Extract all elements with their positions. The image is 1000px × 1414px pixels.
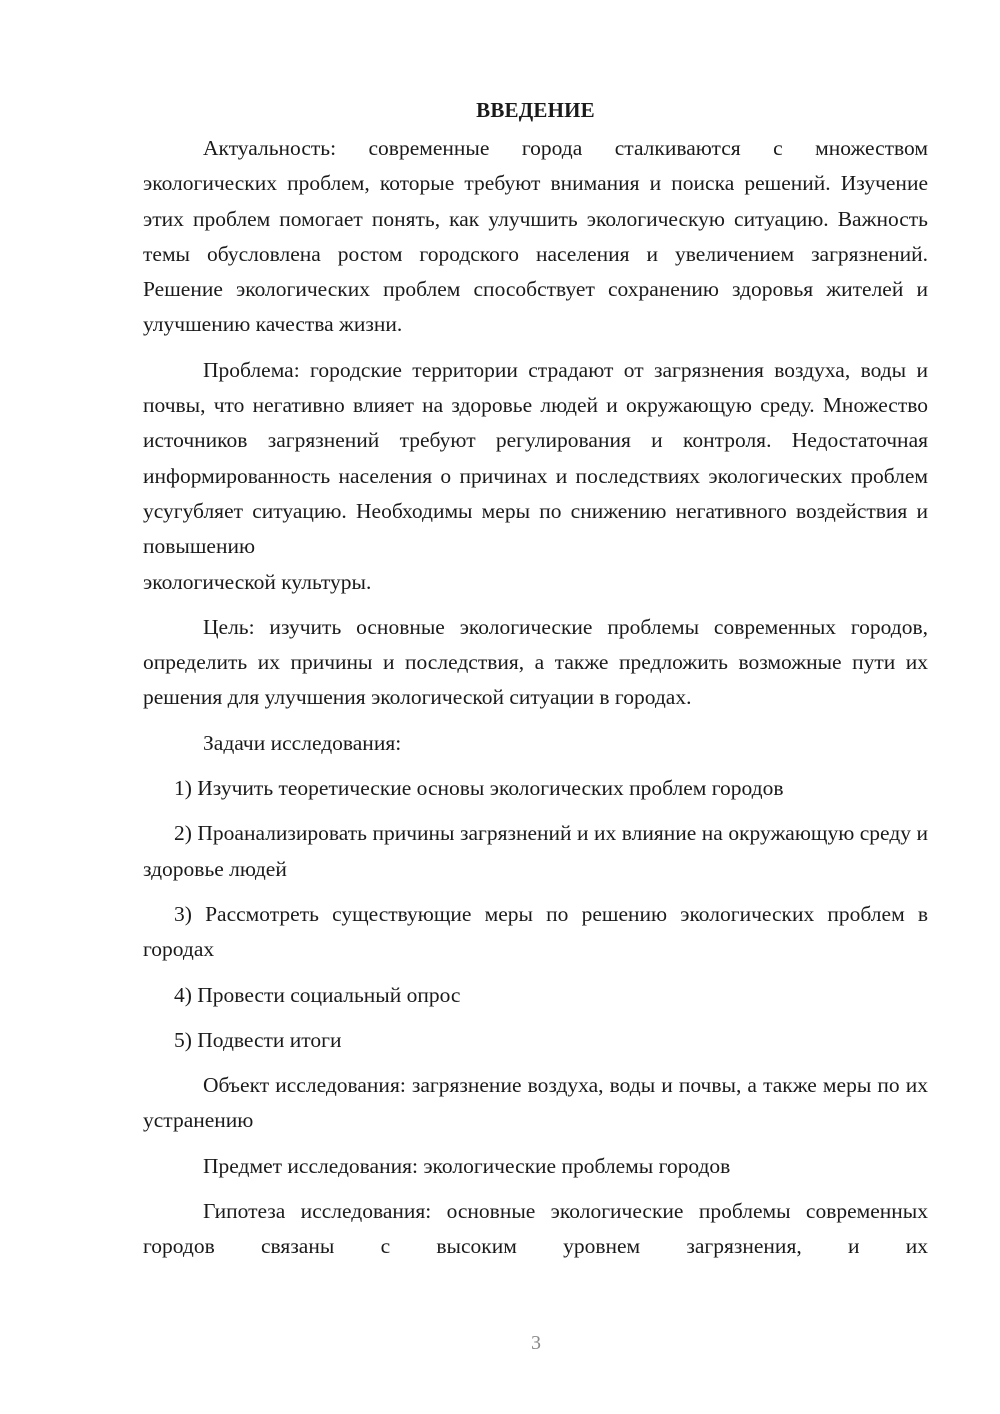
problem-paragraph-tail: экологической культуры.	[143, 569, 372, 594]
relevance-paragraph: Актуальность: современные города сталкиваются с множеством экологических проблем, которые требуют внимания и поиска решений. Изучение этих проблем помогает понять, как улучшить экологическую ситуацию. Важность темы обусловлена ростом городского населения и увеличением загрязнений. Решение экологических проблем способствует сохранению здоровья жителей и улучшению качества жизни.	[143, 136, 928, 337]
task-item: 3) Рассмотреть существующие меры по решению экологических проблем в городах	[143, 901, 928, 962]
object-paragraph: Объект исследования: загрязнение воздуха, воды и почвы, а также меры по их устранению	[143, 1073, 928, 1133]
task-item: 1) Изучить теоретические основы экологических проблем городов	[174, 776, 784, 801]
page-content	[143, 92, 928, 1275]
goal-paragraph: Цель: изучить основные экологические проблемы современных городов, определить их причины и последствия, а также предложить возможные пути их решения для улучшения экологической ситуации в городах.	[143, 614, 928, 710]
tasks-intro: Задачи исследования:	[203, 730, 402, 755]
hypothesis-paragraph: Гипотеза исследования: основные экологические проблемы современных городов связаны с высоким уровнем загрязнения, и их	[143, 1199, 928, 1259]
problem-paragraph	[143, 353, 928, 600]
problem-paragraph-main: Проблема: городские территории страдают от загрязнения воздуха, воды и почвы, что негативно влияет на здоровье людей и окружающую среду. Множество источников загрязнений требуют регулирования и контроля. Недостаточная информированность населения о причинах и последствиях экологических проблем усугубляет ситуацию. Необходимы меры по снижению негативного воздействия и повышению	[143, 357, 928, 559]
task-item: 5) Подвести итоги	[174, 1027, 342, 1052]
subject-paragraph: Предмет исследования: экологические проблемы городов	[203, 1153, 731, 1178]
page-heading: ВВЕДЕНИЕ	[476, 98, 595, 122]
task-item: 4) Провести социальный опрос	[174, 982, 461, 1007]
task-item: 2) Проанализировать причины загрязнений и их влияние на окружающую среду и здоровье людей	[143, 821, 928, 881]
page-number: 3	[531, 1332, 541, 1354]
tasks-list	[143, 771, 928, 1058]
